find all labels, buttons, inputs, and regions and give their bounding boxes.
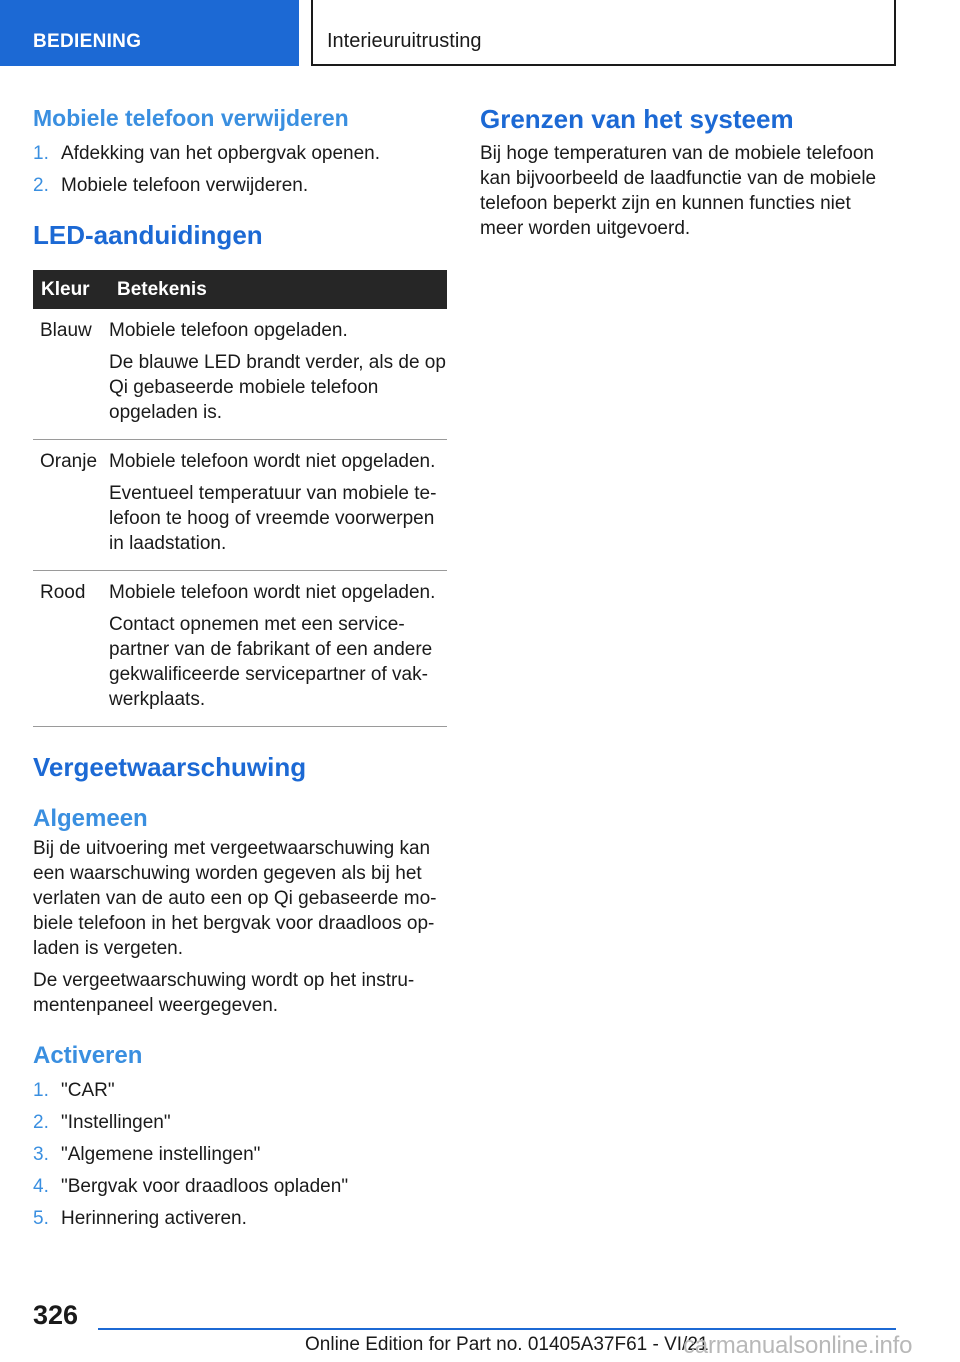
led-detail-text: Eventueel temperatuur van mobiele te-lefoon te hoog of vreemde voorwerpen in laadstation. [109, 483, 437, 554]
step-number: 3. [33, 1144, 49, 1165]
general-paragraph-2: De vergeetwaarschuwing wordt op het instru-mentenpaneel weergegeven. [33, 970, 415, 1016]
led-detail-text: De blauwe LED brandt verder, als de op Qi gebaseerde mobiele telefoon opgeladen is. [109, 352, 446, 423]
led-meaning-text: Mobiele telefoon wordt niet opgeladen. [109, 582, 436, 603]
header-section-tab [0, 0, 299, 66]
footer-divider [98, 1328, 896, 1330]
list-item [33, 1075, 447, 1107]
system-limits-heading: Grenzen van het systeem [480, 104, 794, 134]
list-item [33, 1171, 447, 1203]
left-column [33, 100, 447, 1235]
led-meaning-cell [109, 309, 447, 440]
step-number: 2. [33, 175, 49, 196]
right-column [480, 100, 896, 241]
table-row [33, 309, 447, 440]
step-text: "Instellingen" [61, 1112, 171, 1133]
forget-warning-heading: Vergeetwaarschuwing [33, 752, 307, 782]
step-text: "CAR" [61, 1080, 115, 1101]
watermark: carmanualsonline.info [683, 1332, 913, 1359]
step-text: "Bergvak voor draadloos opladen" [61, 1176, 349, 1197]
step-text: Mobiele telefoon verwijderen. [61, 175, 309, 196]
led-meaning-text: Mobiele telefoon wordt niet opgeladen. [109, 451, 436, 472]
led-meaning-text: Mobiele telefoon opgeladen. [109, 320, 348, 341]
led-meaning-cell [109, 440, 447, 571]
general-paragraph-1: Bij de uitvoering met vergeetwaarschuwing kan een waarschuwing worden gegeven als bij het verlaten van de auto een op Qi gebaseerde mo-biele telefoon in het bergvak voor draadloos op-laden is vergeten. [33, 838, 437, 959]
header-chapter-label: Interieuruitrusting [327, 30, 482, 52]
list-item [33, 138, 447, 170]
activate-heading: Activeren [33, 1042, 143, 1069]
table-row [33, 440, 447, 571]
page-number: 326 [33, 1300, 79, 1330]
led-color-cell: Oranje [33, 440, 109, 571]
led-color-cell: Rood [33, 571, 109, 727]
step-text: "Algemene instellingen" [61, 1144, 261, 1165]
led-color-cell: Blauw [33, 309, 109, 440]
step-number: 1. [33, 143, 49, 164]
general-heading: Algemeen [33, 805, 148, 832]
step-number: 2. [33, 1112, 49, 1133]
remove-phone-heading: Mobiele telefoon verwijderen [33, 105, 349, 131]
table-header-row [33, 270, 447, 309]
table-row [33, 571, 447, 727]
footer-edition: Online Edition for Part no. 01405A37F61 - VI/21 [305, 1334, 709, 1355]
step-number: 1. [33, 1080, 49, 1101]
step-text: Afdekking van het opbergvak openen. [61, 143, 381, 164]
list-item [33, 1203, 447, 1235]
led-indicator-table [33, 270, 447, 727]
step-number: 4. [33, 1176, 49, 1197]
header-section-label: BEDIENING [33, 31, 142, 52]
led-detail-text: Contact opnemen met een service-partner van de fabrikant of een andere gekwalificeerde servicepartner of vak-werkplaats. [109, 614, 433, 710]
column-header-color: Kleur [33, 270, 109, 309]
step-number: 5. [33, 1208, 49, 1229]
led-indicators-heading: LED-aanduidingen [33, 220, 263, 250]
list-item [33, 1107, 447, 1139]
list-item [33, 1139, 447, 1171]
list-item [33, 170, 447, 202]
system-limits-paragraph: Bij hoge temperaturen van de mobiele telefoon kan bijvoorbeeld de laadfunctie van de mobiele telefoon beperkt zijn en kunnen functies niet meer worden uitgevoerd. [480, 143, 877, 239]
activate-steps [33, 1075, 447, 1235]
column-header-meaning: Betekenis [109, 270, 447, 309]
led-meaning-cell [109, 571, 447, 727]
header-chapter-tab [311, 0, 896, 66]
step-text: Herinnering activeren. [61, 1208, 247, 1229]
remove-phone-steps [33, 138, 447, 202]
